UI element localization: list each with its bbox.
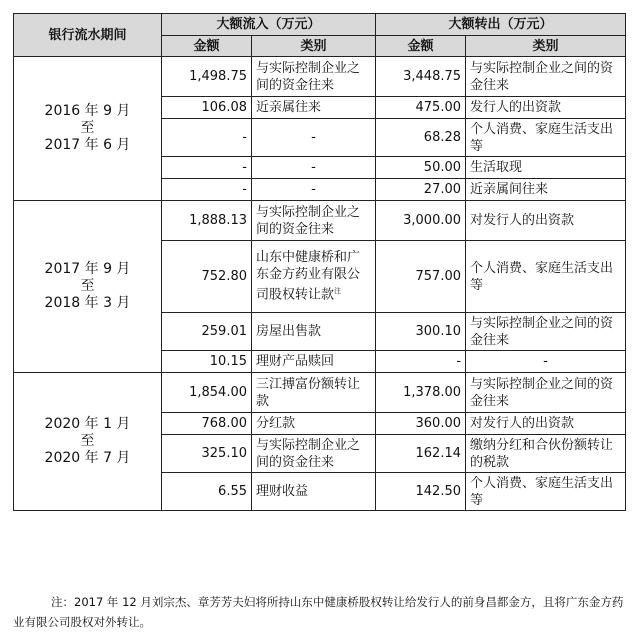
- period-cell: [14, 373, 162, 511]
- outflow-category: 个人消费、家庭生活支出等: [466, 241, 626, 313]
- inflow-category: [252, 313, 376, 351]
- inflow-category-text: 理财产品赎回: [256, 354, 335, 369]
- inflow-category-text: 近亲属往来: [256, 100, 322, 115]
- table-row: [14, 201, 626, 241]
- outflow-category: 缴纳分红和合伙份额转让的税款: [466, 435, 626, 473]
- inflow-category-text: -: [311, 182, 316, 197]
- table-body: [14, 57, 626, 511]
- header-out-category: 类别: [466, 36, 626, 57]
- period-line: 2018 年 3 月: [44, 295, 131, 311]
- inflow-category-text: 与实际控制企业之间的资金往来: [256, 204, 361, 237]
- inflow-category-text: 三江搏富份额转让款: [256, 376, 361, 409]
- inflow-category-text: 理财收益: [256, 484, 309, 499]
- outflow-category: 与实际控制企业之间的资金往来: [466, 57, 626, 97]
- footnote-marker: 注: [334, 287, 342, 296]
- outflow-category: 个人消费、家庭生活支出等: [466, 119, 626, 157]
- period-line: 2016 年 9 月: [44, 103, 131, 119]
- period-line: 至: [80, 433, 95, 449]
- table-row: [14, 57, 626, 97]
- inflow-amount: 768.00: [162, 413, 252, 435]
- outflow-category: 与实际控制企业之间的资金往来: [466, 313, 626, 351]
- inflow-category: [252, 201, 376, 241]
- inflow-category: [252, 241, 376, 313]
- inflow-category-text: -: [311, 160, 316, 175]
- outflow-amount: 757.00: [376, 241, 466, 313]
- outflow-amount: 27.00: [376, 179, 466, 201]
- inflow-category: [252, 373, 376, 413]
- inflow-category-text: 与实际控制企业之间的资金往来: [256, 60, 361, 93]
- outflow-category: 生活取现: [466, 157, 626, 179]
- inflow-category: [252, 435, 376, 473]
- inflow-amount: -: [162, 157, 252, 179]
- outflow-category: 对发行人的出资款: [466, 201, 626, 241]
- inflow-amount: 752.80: [162, 241, 252, 313]
- period-line: 至: [80, 278, 95, 294]
- inflow-category-text: 分红款: [256, 416, 296, 431]
- outflow-category: 近亲属间往来: [466, 179, 626, 201]
- bank-flow-table: [13, 13, 626, 511]
- inflow-amount: 106.08: [162, 97, 252, 119]
- inflow-amount: 1,498.75: [162, 57, 252, 97]
- inflow-category: [252, 473, 376, 511]
- outflow-amount: 300.10: [376, 313, 466, 351]
- period-line: 2020 年 1 月: [44, 416, 131, 432]
- inflow-amount: 325.10: [162, 435, 252, 473]
- outflow-amount: 1,378.00: [376, 373, 466, 413]
- inflow-category: [252, 413, 376, 435]
- footnote: 注：2017 年 12 月刘宗杰、章芳芳夫妇将所持山东中健康桥股权转让给发行人的前身昌都金方，且将广东金方药业有限公司股权对外转让。: [13, 595, 624, 629]
- outflow-amount: 3,000.00: [376, 201, 466, 241]
- inflow-category-text: 与实际控制企业之间的资金往来: [256, 437, 361, 470]
- inflow-amount: 1,888.13: [162, 201, 252, 241]
- inflow-category: [252, 97, 376, 119]
- period-cell: [14, 57, 162, 201]
- outflow-category: 对发行人的出资款: [466, 413, 626, 435]
- inflow-amount: 259.01: [162, 313, 252, 351]
- outflow-category: 个人消费、家庭生活支出等: [466, 473, 626, 511]
- inflow-category: [252, 119, 376, 157]
- inflow-category-text: 房屋出售款: [256, 324, 322, 339]
- header-inflow: 大额流入（万元）: [162, 14, 376, 36]
- period-line: 至: [80, 120, 95, 136]
- inflow-amount: 1,854.00: [162, 373, 252, 413]
- inflow-amount: 6.55: [162, 473, 252, 511]
- period-line: 2017 年 6 月: [44, 137, 131, 153]
- header-period: 银行流水期间: [14, 14, 162, 57]
- header-in-amount: 金额: [162, 36, 252, 57]
- outflow-category: -: [466, 351, 626, 373]
- outflow-amount: 68.28: [376, 119, 466, 157]
- inflow-amount: 10.15: [162, 351, 252, 373]
- inflow-amount: -: [162, 119, 252, 157]
- header-in-category: 类别: [252, 36, 376, 57]
- header-outflow: 大额转出（万元）: [376, 14, 626, 36]
- inflow-category: [252, 351, 376, 373]
- period-cell: [14, 201, 162, 373]
- outflow-category: 发行人的出资款: [466, 97, 626, 119]
- inflow-category: [252, 57, 376, 97]
- period-line: 2017 年 9 月: [44, 261, 131, 277]
- inflow-amount: -: [162, 179, 252, 201]
- outflow-amount: 475.00: [376, 97, 466, 119]
- outflow-amount: 162.14: [376, 435, 466, 473]
- outflow-amount: 360.00: [376, 413, 466, 435]
- inflow-category: [252, 179, 376, 201]
- header-out-amount: 金额: [376, 36, 466, 57]
- outflow-amount: -: [376, 351, 466, 373]
- inflow-category-text: 山东中健康桥和广东金方药业有限公司股权转让款: [256, 250, 361, 303]
- outflow-amount: 50.00: [376, 157, 466, 179]
- outflow-category: 与实际控制企业之间的资金往来: [466, 373, 626, 413]
- outflow-amount: 142.50: [376, 473, 466, 511]
- outflow-amount: 3,448.75: [376, 57, 466, 97]
- period-line: 2020 年 7 月: [44, 450, 131, 466]
- table-row: [14, 373, 626, 413]
- inflow-category-text: -: [311, 130, 316, 145]
- inflow-category: [252, 157, 376, 179]
